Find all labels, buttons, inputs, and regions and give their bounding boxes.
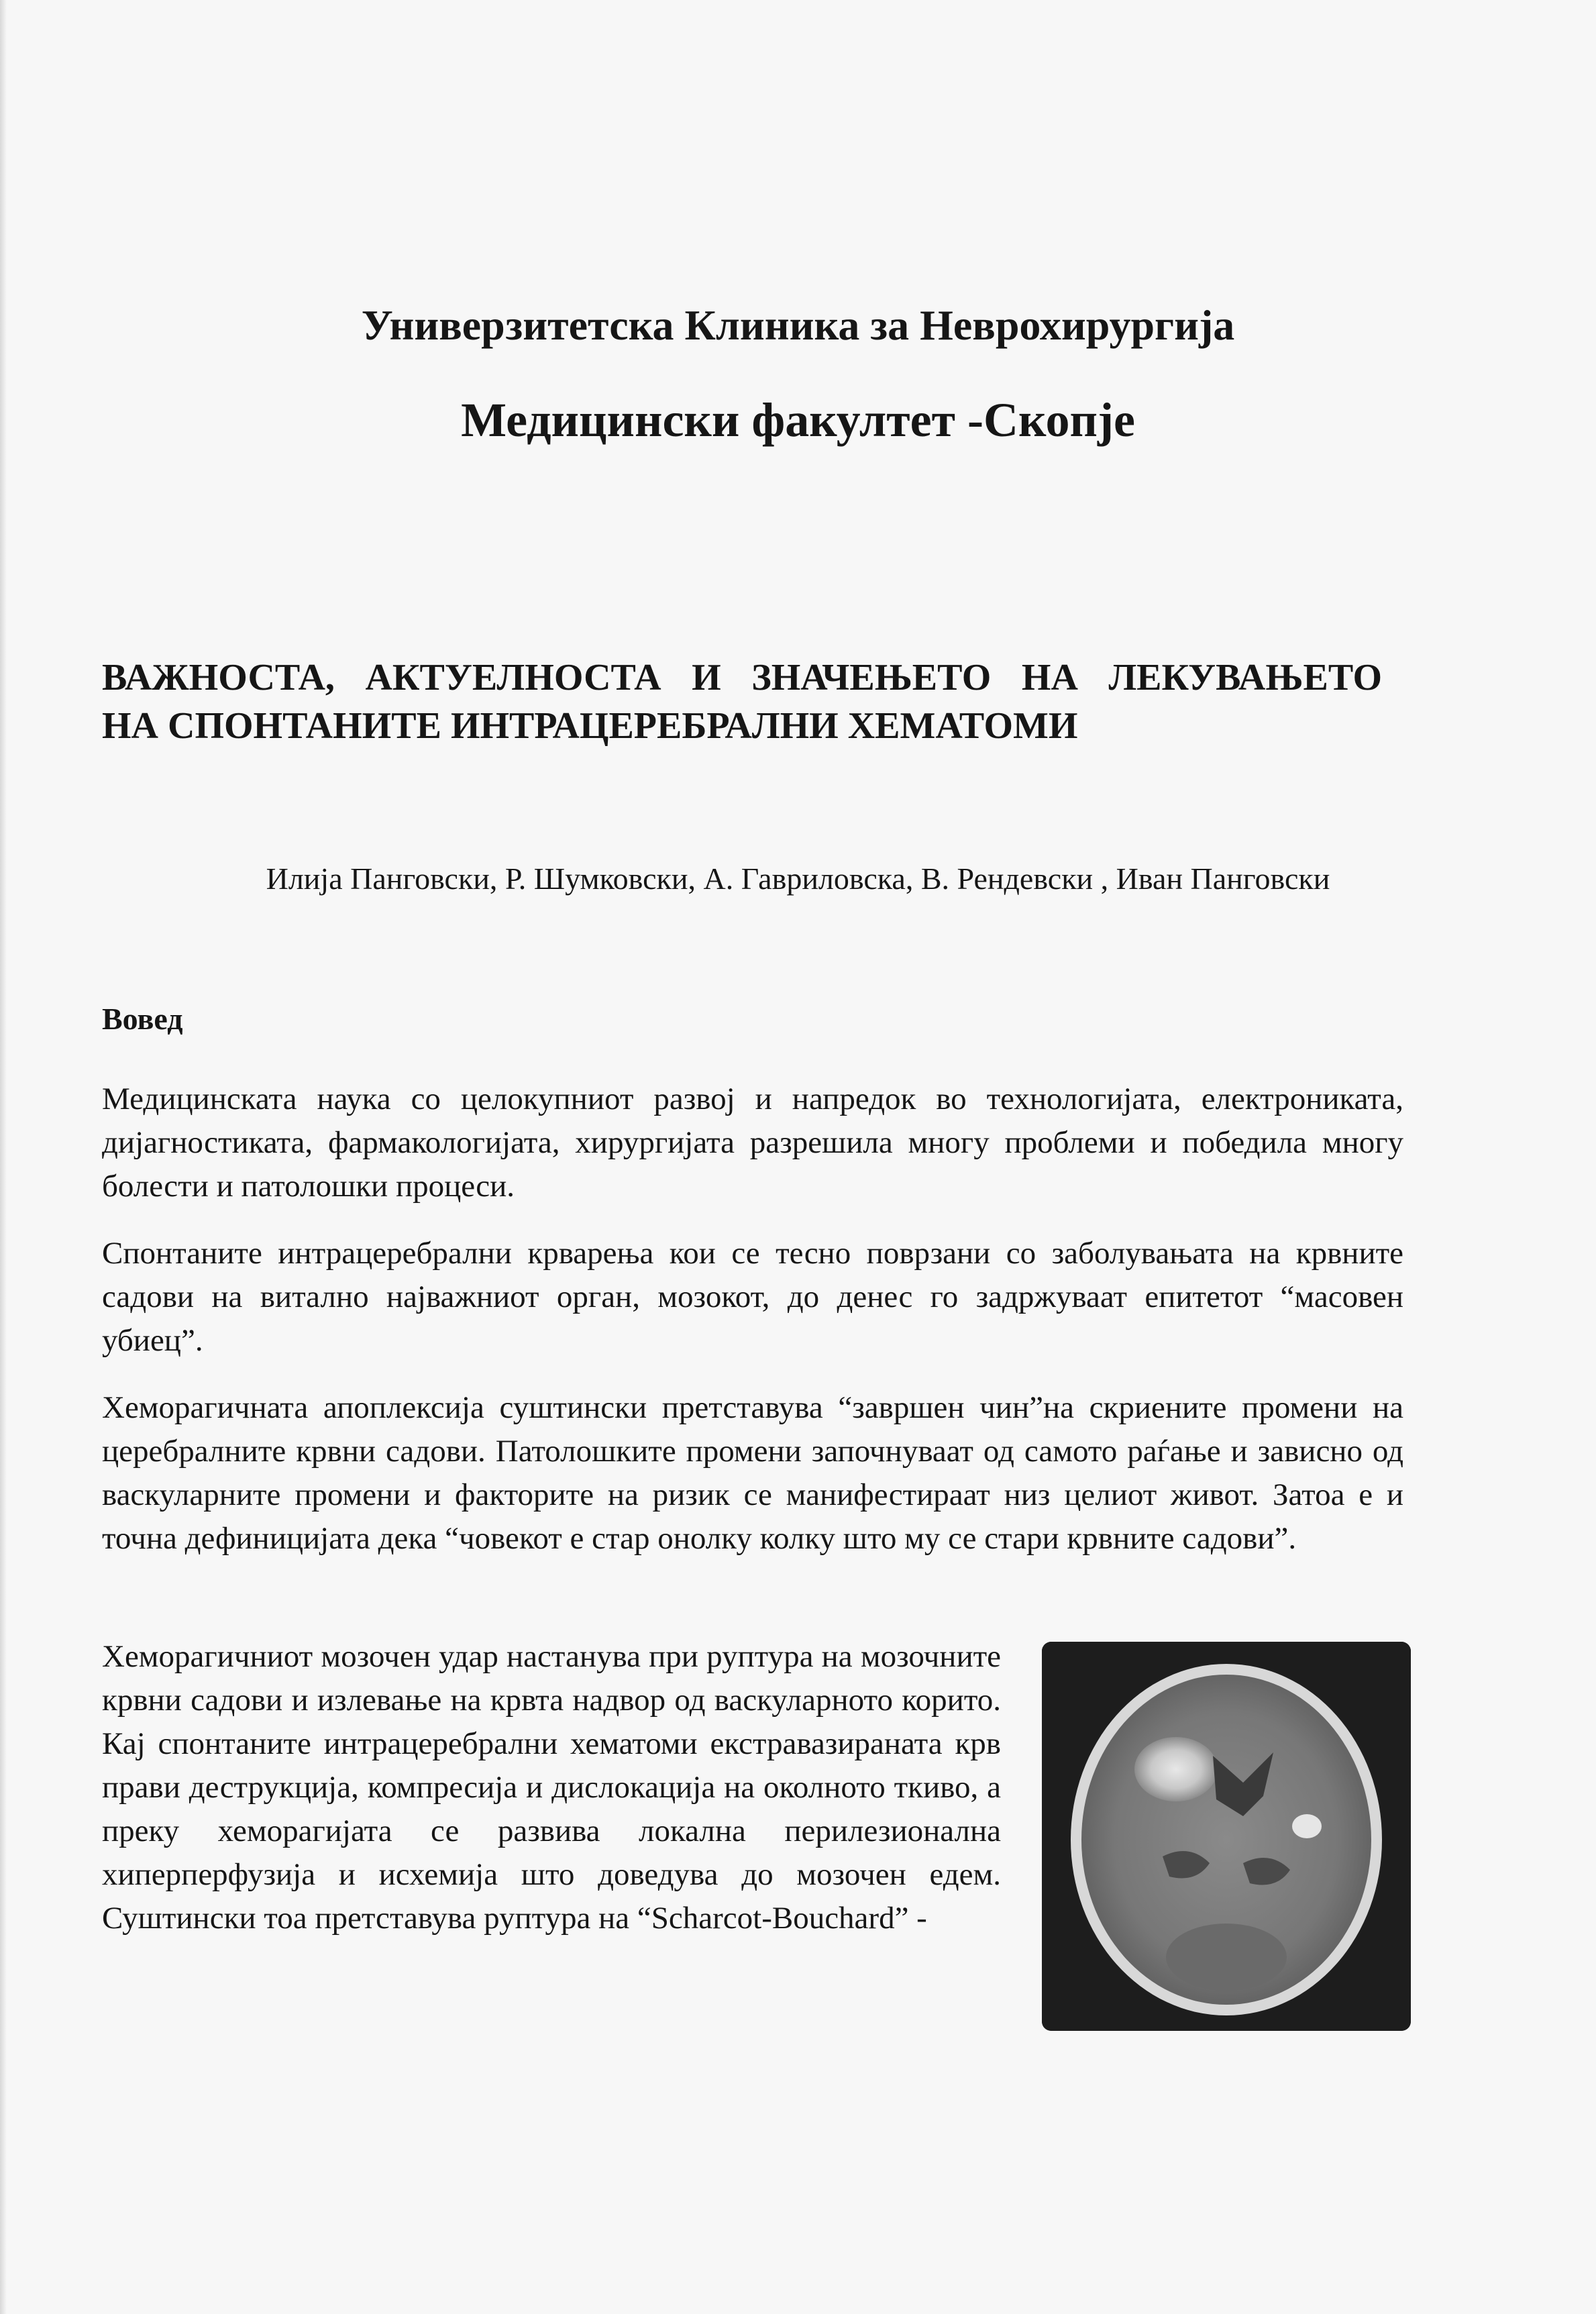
article-title-line-1: ВАЖНОСТА, АКТУЕЛНОСТА И ЗНАЧЕЊЕТО НА ЛЕКУВАЊЕТО <box>102 657 1382 698</box>
faculty-name: Медицински факултет -Скопје <box>461 393 1135 447</box>
article-title-line-2: НА СПОНТАНИТЕ ИНТРАЦЕРЕБРАЛНИ ХЕМАТОМИ <box>102 705 1078 747</box>
paragraph-1: Медицинската наука со целокупниот развој и напредок во технологијата, електрониката, дијагностиката, фармакологијата, хирургијата разрешила многу проблеми и победила многу болести и патолошки процеси. <box>102 1082 1403 1204</box>
institution-name: Универзитетска Клиника за Неврохирургија <box>361 301 1235 349</box>
authors: Илија Панговски, Р. Шумковски, А. Гавриловска, В. Рендевски , Иван Панговски <box>266 861 1330 896</box>
paragraph-3: Хеморагичната апоплексија суштински претставува “завршен чин”на скриените промени на церебралните крвни садови. Патолошките промени започнуваат од самото раѓање и зависно од васкуларните промени и факторите на ризик се манифестираат низ целиот живот. Затоа е и точна дефиницијата дека “човекот е стар онолку колку што му се стари крвните садови”. <box>102 1390 1403 1556</box>
ct-brain-scan-image <box>1042 1642 1411 2031</box>
section-heading-intro: Вовед <box>102 1002 183 1036</box>
paragraph-2: Спонтаните интрацеребрални крварења кои се тесно поврзани со заболувањата на крвните садови на витално најважниот орган, мозокот, до денес го задржуваат епитетот “масовен убиец”. <box>102 1236 1403 1358</box>
article-title <box>102 653 1382 750</box>
ct-brain-scan-graphic <box>1042 1642 1411 2031</box>
paragraph-4: Хеморагичниот мозочен удар настанува при руптура на мозочните крвни садови и излевање на крвта надвор од васкуларното корито. Кај спонтаните интрацеребрални хематоми екстравазираната крв прави деструкција, компресија и дислокација на околното ткиво, а преку хеморагијата се развива локална перилезионална хиперперфузија и исхемија што доведува до мозочен едем. Суштински тоа претставува руптура на “Scharcot-Bouchard” - <box>102 1639 1001 1936</box>
